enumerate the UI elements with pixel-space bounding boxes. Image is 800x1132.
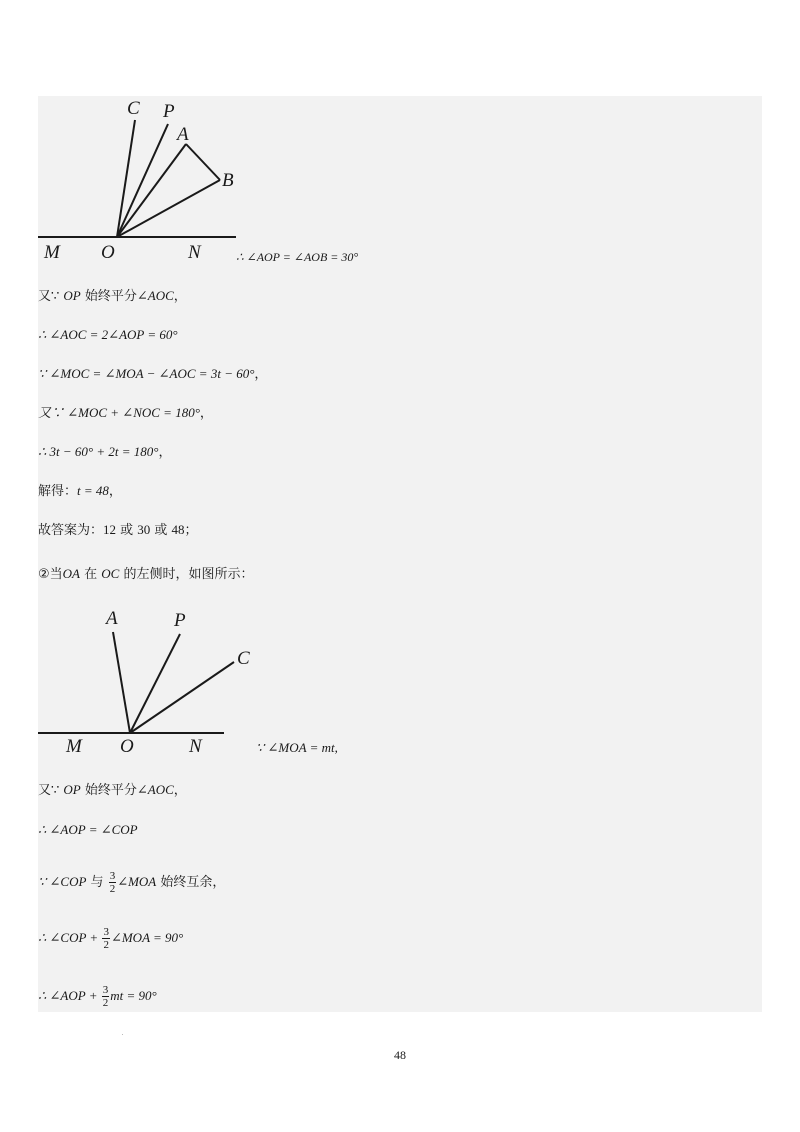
line-1: 又∵ OP 始终平分∠AOC， <box>38 288 187 304</box>
figure-1-note: ∴ ∠AOP = ∠AOB = 30° <box>236 250 359 264</box>
line-6: 解得：t = 48， <box>38 483 122 499</box>
line-10: ∴ ∠AOP = ∠COP <box>38 822 138 837</box>
line-9: 又∵ OP 始终平分∠AOC， <box>38 782 187 798</box>
line-5: ∴ 3t − 60° + 2t = 180°， <box>38 444 172 460</box>
label-a-2: A <box>106 608 118 629</box>
label-p: P <box>163 101 175 122</box>
ray-oa <box>117 144 186 237</box>
label-m: M <box>44 242 60 263</box>
label-c: C <box>127 98 140 119</box>
line-11: ∵ ∠COP 与 $\frac{3}{2}$ ∠MOA 始终互余， <box>38 870 226 895</box>
speck <box>122 1034 123 1035</box>
page-number: 48 <box>394 1048 406 1062</box>
ray-op <box>117 124 168 237</box>
label-m-2: M <box>66 736 82 757</box>
label-a: A <box>177 124 189 145</box>
label-n-2: N <box>189 736 202 757</box>
label-n: N <box>188 242 201 263</box>
line-7: 故答案为：12 或 30 或 48； <box>38 522 198 538</box>
figure-1-diagram <box>38 96 298 266</box>
line-3: ∵ ∠MOC = ∠MOA − ∠AOC = 3t − 60°， <box>38 366 268 382</box>
label-c-2: C <box>237 648 250 669</box>
label-b: B <box>222 170 234 191</box>
label-p-2: P <box>174 610 186 631</box>
label-o-2: O <box>120 736 134 757</box>
ray-op-2 <box>130 634 180 733</box>
line-2: ∴ ∠AOC = 2∠AOP = 60° <box>38 327 178 342</box>
label-o: O <box>101 242 115 263</box>
content-area <box>38 96 762 1012</box>
line-13: ∴ ∠AOP + $\frac{3}{2}$ mt = 90° <box>38 984 157 1009</box>
line-12: ∴ ∠COP + $\frac{3}{2}$ ∠MOA = 90° <box>38 926 184 951</box>
ray-ob <box>117 180 220 237</box>
segment-ab <box>186 144 220 180</box>
line-8: ②当OA 在 OC 的左侧时，如图所示： <box>38 566 254 582</box>
line-4: 又∵ ∠MOC + ∠NOC = 180°， <box>38 405 213 421</box>
figure-2-note: ∵ ∠MOA = mt, <box>256 740 338 755</box>
ray-oc-2 <box>130 662 234 733</box>
ray-oa-2 <box>113 632 130 733</box>
